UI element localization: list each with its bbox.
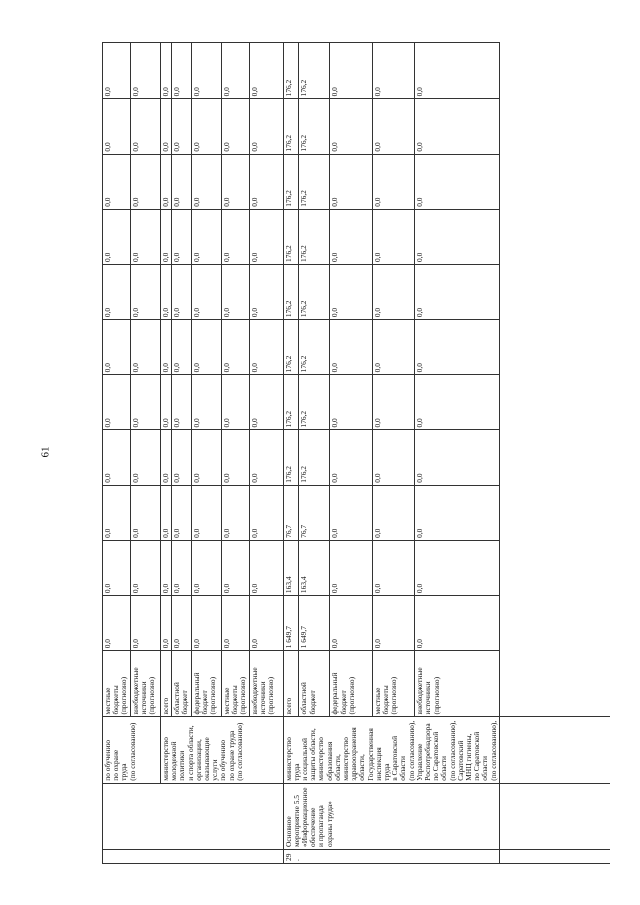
value-cell: 0,0 [131,43,161,99]
value-cell: 0,0 [221,430,249,485]
value-cell: 176,2 [283,430,299,485]
value-cell: 0,0 [372,264,414,319]
value-cell: 0,0 [191,320,221,375]
value-cell: 163,4 [283,540,299,595]
value-cell: 0,0 [415,430,500,485]
value-cell: 0,0 [221,209,249,264]
empty-cell [499,209,610,264]
value-cell: 176,2 [299,430,330,485]
value-cell: 0,0 [161,99,172,154]
value-cell: 0,0 [221,485,249,540]
value-cell: 0,0 [103,43,131,99]
value-cell: 176,2 [283,154,299,209]
value-cell: 0,0 [249,596,283,651]
value-cell: 0,0 [415,154,500,209]
source-cell: внебюджетные источники (прогнозно) [249,651,283,717]
empty-cell [499,154,610,209]
empty-cell [499,783,610,849]
value-cell: 1 649,7 [283,596,299,651]
value-cell: 176,2 [299,43,330,99]
source-cell: областной бюджет [172,651,191,717]
table-row [499,43,610,864]
value-cell: 0,0 [330,43,372,99]
table-row [283,43,299,864]
value-cell: 0,0 [131,430,161,485]
value-cell: 0,0 [372,596,414,651]
value-cell: 0,0 [191,99,221,154]
value-cell: 0,0 [103,99,131,154]
value-cell: 0,0 [221,99,249,154]
value-cell: 0,0 [191,209,221,264]
executor-cell: по обучению по охране труда (по согласованию) [103,717,161,783]
source-cell: местные бюджеты (прогнозно) [103,651,131,717]
value-cell: 0,0 [221,154,249,209]
rotated-table-area [102,42,610,864]
source-cell: федеральный бюджет (прогнозно) [191,651,221,717]
value-cell: 0,0 [372,209,414,264]
value-cell: 0,0 [191,154,221,209]
value-cell: 0,0 [249,540,283,595]
value-cell: 0,0 [249,430,283,485]
source-cell: всего [161,651,172,717]
value-cell: 0,0 [161,209,172,264]
value-cell: 0,0 [131,264,161,319]
empty-cell [499,596,610,651]
value-cell: 0,0 [221,320,249,375]
empty-cell [499,485,610,540]
value-cell: 0,0 [191,264,221,319]
value-cell: 0,0 [103,320,131,375]
empty-cell [499,651,610,717]
value-cell: 0,0 [172,320,191,375]
measure-cell: Основное мероприятие 5.5 «Информационное обеспечение и пропаганда охраны труда» [283,783,499,849]
value-cell: 0,0 [131,99,161,154]
value-cell: 0,0 [372,485,414,540]
value-cell: 0,0 [330,485,372,540]
empty-cell [499,264,610,319]
value-cell: 0,0 [103,264,131,319]
value-cell: 0,0 [372,43,414,99]
value-cell: 0,0 [249,320,283,375]
value-cell: 0,0 [330,264,372,319]
value-cell: 0,0 [415,485,500,540]
value-cell: 0,0 [249,154,283,209]
value-cell: 0,0 [131,154,161,209]
value-cell: 0,0 [221,540,249,595]
value-cell: 176,2 [283,320,299,375]
value-cell: 0,0 [131,320,161,375]
value-cell: 0,0 [221,375,249,430]
value-cell: 0,0 [103,375,131,430]
budget-table [102,42,610,864]
value-cell: 0,0 [330,540,372,595]
value-cell: 0,0 [161,375,172,430]
value-cell: 0,0 [161,264,172,319]
value-cell: 0,0 [172,375,191,430]
value-cell: 0,0 [172,154,191,209]
empty-cell [499,375,610,430]
value-cell: 0,0 [249,485,283,540]
value-cell: 176,2 [299,209,330,264]
number-cell [103,849,284,863]
table-body [103,43,611,864]
value-cell: 0,0 [415,99,500,154]
value-cell: 0,0 [172,430,191,485]
value-cell: 0,0 [191,485,221,540]
value-cell: 0,0 [172,264,191,319]
value-cell: 0,0 [161,596,172,651]
value-cell: 176,2 [283,99,299,154]
value-cell: 0,0 [415,540,500,595]
value-cell: 1 649,7 [299,596,330,651]
value-cell: 0,0 [372,375,414,430]
value-cell: 0,0 [161,485,172,540]
empty-cell [499,540,610,595]
value-cell: 0,0 [330,99,372,154]
value-cell: 176,2 [283,43,299,99]
value-cell: 0,0 [161,154,172,209]
value-cell: 0,0 [191,375,221,430]
table-row [161,43,172,864]
value-cell: 0,0 [330,430,372,485]
value-cell: 176,2 [299,264,330,319]
value-cell: 0,0 [172,209,191,264]
value-cell: 0,0 [221,264,249,319]
page-number: 61 [39,446,52,458]
value-cell: 0,0 [161,430,172,485]
measure-cell [103,783,284,849]
value-cell: 0,0 [172,485,191,540]
executor-cell: министерство молодежной политики и спорта области, организации, оказывающие услуги по обучению по охране труда (по согласованию) [161,717,284,783]
value-cell: 176,2 [299,375,330,430]
value-cell: 0,0 [415,43,500,99]
value-cell: 0,0 [161,320,172,375]
value-cell: 0,0 [330,596,372,651]
value-cell: 0,0 [191,540,221,595]
value-cell: 0,0 [103,485,131,540]
value-cell: 0,0 [330,375,372,430]
value-cell: 0,0 [372,540,414,595]
executor-cell: министерство труда и социальной защиты области, министерство образования области, министерство здравоохранения области, Государственная инспекция труда в Саратовской области (по согласованию), Управление Роспотребнадзора по Саратовской области (по согласованию), Саратовский МНЦ гигиены, по Саратовской области (по согласованию), [283,717,499,783]
value-cell: 0,0 [103,430,131,485]
value-cell: 0,0 [415,209,500,264]
source-cell: местные бюджеты (прогнозно) [221,651,249,717]
value-cell: 176,2 [299,154,330,209]
number-cell: 29. [283,849,499,863]
value-cell: 176,2 [283,264,299,319]
value-cell: 76,7 [299,485,330,540]
value-cell: 0,0 [249,43,283,99]
value-cell: 163,4 [299,540,330,595]
empty-cell [499,99,610,154]
value-cell: 0,0 [131,375,161,430]
empty-cell [499,430,610,485]
value-cell: 0,0 [172,43,191,99]
value-cell: 176,2 [283,375,299,430]
value-cell: 0,0 [415,596,500,651]
value-cell: 176,2 [299,320,330,375]
value-cell: 0,0 [131,209,161,264]
value-cell: 176,2 [283,209,299,264]
value-cell: 0,0 [330,154,372,209]
value-cell: 0,0 [330,209,372,264]
value-cell: 0,0 [415,375,500,430]
value-cell: 0,0 [330,320,372,375]
source-cell: областной бюджет [299,651,330,717]
value-cell: 0,0 [131,485,161,540]
value-cell: 0,0 [372,430,414,485]
value-cell: 0,0 [372,320,414,375]
value-cell: 0,0 [172,540,191,595]
value-cell: 0,0 [191,43,221,99]
value-cell: 0,0 [103,540,131,595]
table-row [103,43,131,864]
value-cell: 0,0 [161,540,172,595]
value-cell: 0,0 [372,154,414,209]
value-cell: 176,2 [299,99,330,154]
value-cell: 76,7 [283,485,299,540]
value-cell: 0,0 [103,154,131,209]
value-cell: 0,0 [221,43,249,99]
source-cell: местные бюджеты (прогнозно) [372,651,414,717]
value-cell: 0,0 [415,320,500,375]
value-cell: 0,0 [172,99,191,154]
value-cell: 0,0 [249,264,283,319]
value-cell: 0,0 [103,209,131,264]
value-cell: 0,0 [415,264,500,319]
value-cell: 0,0 [103,596,131,651]
value-cell: 0,0 [249,99,283,154]
source-cell: всего [283,651,299,717]
value-cell: 0,0 [172,596,191,651]
source-cell: внебюджетные источники (прогнозно) [415,651,500,717]
value-cell: 0,0 [221,596,249,651]
value-cell: 0,0 [131,540,161,595]
empty-cell [499,717,610,783]
value-cell: 0,0 [161,43,172,99]
value-cell: 0,0 [249,209,283,264]
value-cell: 0,0 [249,375,283,430]
source-cell: внебюджетные источники (прогнозно) [131,651,161,717]
value-cell: 0,0 [191,430,221,485]
empty-cell [499,43,610,99]
value-cell: 0,0 [191,596,221,651]
empty-cell [499,849,610,863]
source-cell: федеральный бюджет (прогнозно) [330,651,372,717]
empty-cell [499,320,610,375]
value-cell: 0,0 [131,596,161,651]
value-cell: 0,0 [372,99,414,154]
